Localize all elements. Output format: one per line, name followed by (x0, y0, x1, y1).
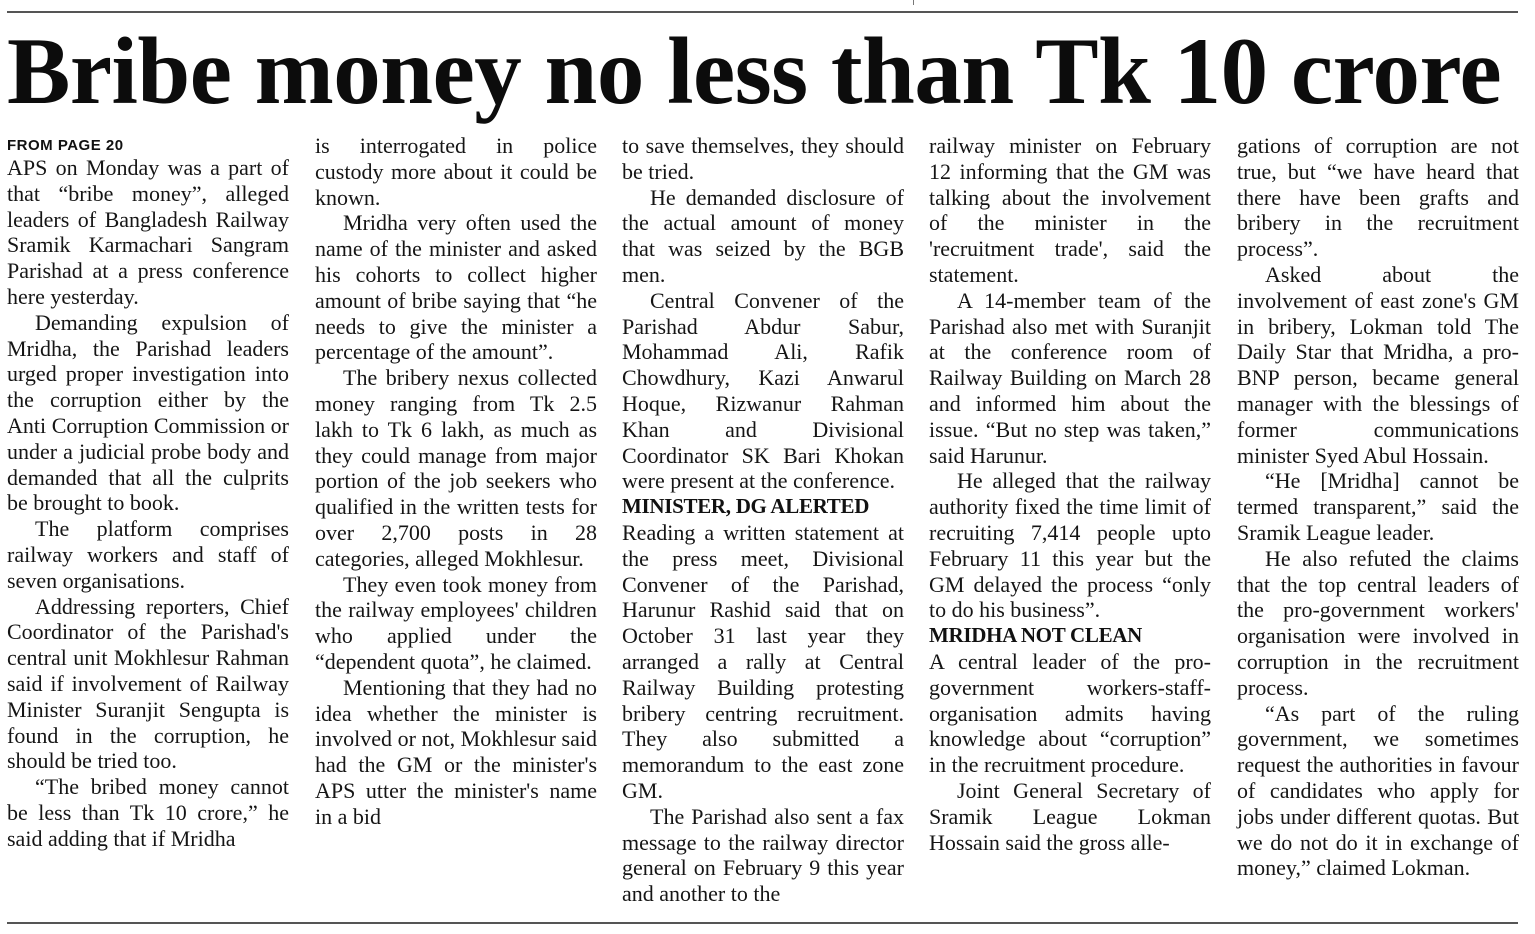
article-column-1 (7, 133, 289, 852)
paragraph: He also refuted the claims that the top central leaders of the pro-government workers' organisation were involved in corruption in the recruitment process. (1237, 545, 1519, 700)
paragraph: Mentioning that they had no idea whether the minister is involved or not, Mokhlesur said had the GM or the minister's APS utter the minister's name in a bid (315, 674, 597, 829)
paragraph: Demanding expulsion of Mridha, the Parishad leaders urged proper investigation into the corruption either by the Anti Corruption Commission or under a judicial probe body and demanded that all the culprits be brought to book. (7, 309, 289, 516)
article-column-4 (929, 133, 1211, 855)
paragraph: The Parishad also sent a fax message to the railway director general on February 9 this year and another to the (622, 803, 904, 907)
paragraph: “The bribed money cannot be less than Tk 10 crore,” he said adding that if Mridha (7, 774, 289, 851)
paragraph: They even took money from the railway employees' children who applied under the “dependent quota”, he claimed. (315, 571, 597, 674)
article-column-2 (315, 133, 597, 830)
paragraph: The bribery nexus collected money ranging from Tk 2.5 lakh to Tk 6 lakh, as much as they could manage from major portion of the job seekers who qualified in the written tests for over 2,700 posts in 28 categories, alleged Mokhlesur. (315, 365, 597, 571)
paragraph: railway minister on February 12 informing that the GM was talking about the involvement of the minister in the 'recruitment trade', said the statement. (929, 133, 1211, 287)
paragraph: Reading a written statement at the press meet, Divisional Convener of the Parishad, Harunur Rashid said that on October 31 last year they arranged a rally at Central Railway Building protesting bribery centring recruitment. They also submitted a memorandum to the east zone GM. (622, 519, 904, 803)
paragraph: A 14-member team of the Parishad also met with Suranjit at the conference room of Railway Building on March 28 and informed him about the issue. “But no step was taken,” said Harunur. (929, 287, 1211, 468)
paragraph: The platform comprises railway workers and staff of seven organisations. (7, 516, 289, 593)
top-tick-mark (913, 0, 914, 5)
subheading: MRIDHA NOT CLEAN (929, 623, 1143, 648)
paragraph: Joint General Secretary of Sramik League Lokman Hossain said the gross alle- (929, 777, 1211, 855)
continued-from-label: FROM PAGE 20 (7, 137, 124, 154)
article-column-3 (622, 133, 904, 907)
paragraph: gations of corruption are not true, but “we have heard that there have been grafts and bribery in the recruitment process”. (1237, 133, 1519, 262)
paragraph: is interrogated in police custody more about it could be known. (315, 133, 597, 210)
paragraph: “He [Mridha] cannot be termed transparent,” said the Sramik League leader. (1237, 468, 1519, 545)
paragraph: APS on Monday was a part of that “bribe money”, alleged leaders of Bangladesh Railway Sramik Karmachari Sangram Parishad at a press conference here yesterday. (7, 155, 289, 309)
top-rule (7, 11, 1518, 13)
paragraph: A central leader of the pro-government workers-staff-organisation admits having knowledge about “corruption” in the recruitment procedure. (929, 648, 1211, 778)
article-column-5 (1237, 133, 1519, 881)
paragraph: Asked about the involvement of east zone's GM in bribery, Lokman told The Daily Star that Mridha, a pro-BNP person, became general manager with the blessings of former communications minister Syed Abul Hossain. (1237, 261, 1519, 468)
bottom-rule (7, 922, 1518, 924)
paragraph: He alleged that the railway authority fixed the time limit of recruiting 7,414 people upto February 11 this year but the GM delayed the process “only to do his business”. (929, 468, 1211, 623)
subheading: MINISTER, DG ALERTED (622, 494, 870, 519)
paragraph: Addressing reporters, Chief Coordinator of the Parishad's central unit Mokhlesur Rahman said if involvement of Railway Minister Suranjit Sengupta is found in the corruption, he should be tried too. (7, 593, 289, 774)
paragraph: Mridha very often used the name of the minister and asked his cohorts to collect higher amount of bribe saying that “he needs to give the minister a percentage of the amount”. (315, 210, 597, 365)
paragraph: to save themselves, they should be tried. (622, 133, 904, 184)
headline: Bribe money no less than Tk 10 crore (7, 18, 1502, 124)
paragraph: He demanded disclosure of the actual amount of money that was seized by the BGB men. (622, 184, 904, 287)
paragraph: “As part of the ruling government, we sometimes request the authorities in favour of candidates who apply for jobs under different quotas. But we do not do it in exchange of money,” claimed Lokman. (1237, 700, 1519, 881)
paragraph: Central Convener of the Parishad Abdur Sabur, Mohammad Ali, Rafik Chowdhury, Kazi Anwarul Hoque, Rizwanur Rahman Khan and Divisional Coordinator SK Bari Khokan were present at the conference. (622, 287, 904, 494)
